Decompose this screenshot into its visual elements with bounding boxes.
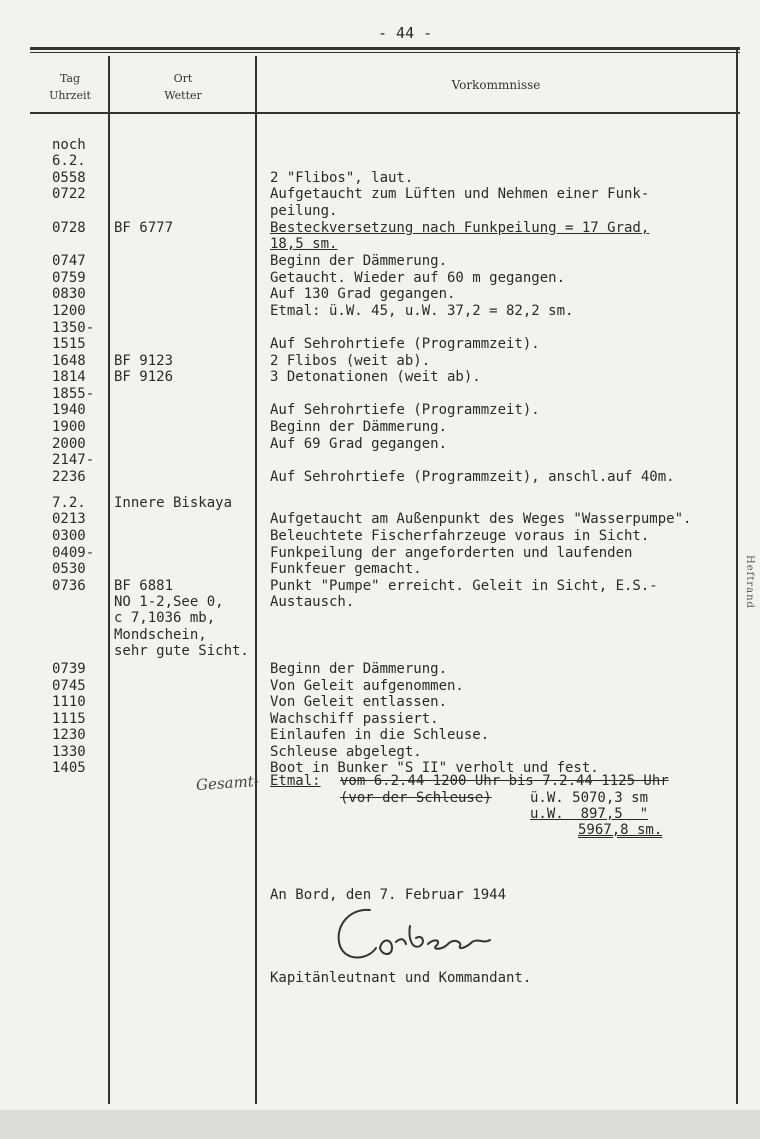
entry-place: BF 6881 <box>114 578 174 594</box>
summary-total: 5967,8 sm. <box>578 822 663 838</box>
entry-text: Von Geleit entlassen. <box>270 694 448 710</box>
entry-time: 1515 <box>52 336 86 352</box>
entry-time: 0747 <box>52 253 86 269</box>
summary-struck-note: (vor der Schleuse) <box>340 790 492 806</box>
entry-text: Austausch. <box>270 594 355 610</box>
entry-time: 0213 <box>52 511 86 527</box>
header-vorkommnisse: Vorkommnisse <box>451 78 541 92</box>
header-bottom-rule <box>30 112 740 114</box>
entry-place: NO 1-2,See 0, <box>114 594 224 610</box>
entry-time: 6.2. <box>52 153 86 169</box>
header-wetter: Wetter <box>164 89 202 102</box>
column-divider-2 <box>255 56 257 1104</box>
signoff-place-date: An Bord, den 7. Februar 1944 <box>270 887 507 903</box>
entry-text: Besteckversetzung nach Funkpeilung = 17 Grad, <box>270 220 650 236</box>
entry-time: 1855- <box>52 386 95 402</box>
table-top-rule <box>30 47 740 50</box>
entry-place: BF 9126 <box>114 369 174 385</box>
entry-text: Wachschiff passiert. <box>270 711 439 727</box>
entry-time: 1115 <box>52 711 86 727</box>
column-divider-1 <box>108 56 110 1104</box>
summary-submerged: u.W. 897,5 " <box>530 806 649 822</box>
entry-time: 1110 <box>52 694 86 710</box>
entry-text: Von Geleit aufgenommen. <box>270 678 464 694</box>
entry-text: Funkpeilung der angeforderten und laufenden <box>270 545 633 561</box>
entry-text: 2 Flibos (weit ab). <box>270 353 431 369</box>
entry-text: Auf Sehrohrtiefe (Programmzeit), anschl.auf 40m. <box>270 469 675 485</box>
entry-time: 0409- <box>52 545 95 561</box>
entry-text: Aufgetaucht am Außenpunkt des Weges "Wasserpumpe". <box>270 511 692 527</box>
entry-time: 1350- <box>52 320 95 336</box>
header-uhrzeit: Uhrzeit <box>49 89 91 102</box>
entry-text: Beginn der Dämmerung. <box>270 661 448 677</box>
entry-text: Auf 130 Grad gegangen. <box>270 286 456 302</box>
entry-text: Boot in Bunker "S II" verholt und fest. <box>270 760 599 776</box>
entry-place: Innere Biskaya <box>114 495 233 511</box>
entry-text: peilung. <box>270 203 338 219</box>
entry-time: 0759 <box>52 270 86 286</box>
summary-surface: ü.W. 5070,3 sm <box>530 790 649 806</box>
entry-text: Auf Sehrohrtiefe (Programmzeit). <box>270 402 540 418</box>
page-bottom-edge <box>0 1110 760 1139</box>
entry-time: 1230 <box>52 727 86 743</box>
entry-time: 0722 <box>52 186 86 202</box>
entry-time: 1814 <box>52 369 86 385</box>
entry-text: Beginn der Dämmerung. <box>270 419 448 435</box>
table-top-rule-2 <box>30 52 740 53</box>
entry-time: 0745 <box>52 678 86 694</box>
entry-place: sehr gute Sicht. <box>114 643 249 659</box>
header-tag-uhrzeit <box>34 70 106 104</box>
entry-text: Beginn der Dämmerung. <box>270 253 448 269</box>
entry-place: BF 6777 <box>114 220 174 236</box>
entry-place: BF 9123 <box>114 353 174 369</box>
entry-text: Auf Sehrohrtiefe (Programmzeit). <box>270 336 540 352</box>
entry-time: 1900 <box>52 419 86 435</box>
entry-time: 1940 <box>52 402 86 418</box>
entry-text: Beleuchtete Fischerfahrzeuge voraus in Sicht. <box>270 528 650 544</box>
entry-text: Funkfeuer gemacht. <box>270 561 422 577</box>
entry-text: 18,5 sm. <box>270 236 338 252</box>
entry-text: Auf 69 Grad gegangen. <box>270 436 448 452</box>
entry-time: 0736 <box>52 578 86 594</box>
entry-text: Punkt "Pumpe" erreicht. Geleit in Sicht, E.S.- <box>270 578 658 594</box>
entry-place: Mondschein, <box>114 627 207 643</box>
margin-note-heftrand: Heftrand <box>744 555 755 609</box>
entry-text: Schleuse abgelegt. <box>270 744 422 760</box>
page-number: - 44 - <box>378 24 433 42</box>
entry-time: 2236 <box>52 469 86 485</box>
entry-text: 2 "Flibos", laut. <box>270 170 414 186</box>
entry-place: c 7,1036 mb, <box>114 610 216 626</box>
entry-time: 2147- <box>52 452 95 468</box>
entry-time: 0300 <box>52 528 86 544</box>
summary-label: Etmal: <box>270 773 321 789</box>
entry-text: Einlaufen in die Schleuse. <box>270 727 490 743</box>
handwritten-gesamt: Gesamt- <box>195 771 260 795</box>
entry-time: 0558 <box>52 170 86 186</box>
entry-time: 2000 <box>52 436 86 452</box>
entry-time: 0728 <box>52 220 86 236</box>
table-right-border <box>736 50 738 1104</box>
entry-time: 0830 <box>52 286 86 302</box>
entry-time: 1200 <box>52 303 86 319</box>
handwritten-signature <box>330 898 510 968</box>
header-tag: Tag <box>59 72 81 85</box>
entry-time: 1405 <box>52 760 86 776</box>
header-ort: Ort <box>173 72 193 85</box>
entry-time: 0530 <box>52 561 86 577</box>
entry-text: 3 Detonationen (weit ab). <box>270 369 481 385</box>
entry-time: 0739 <box>52 661 86 677</box>
entry-text: Aufgetaucht zum Lüften und Nehmen einer Funk- <box>270 186 650 202</box>
entry-time: 1330 <box>52 744 86 760</box>
entry-text: Getaucht. Wieder auf 60 m gegangen. <box>270 270 566 286</box>
summary-struck-range: vom 6.2.44 1200 Uhr bis 7.2.44 1125 Uhr <box>340 773 669 789</box>
header-ort-wetter <box>112 70 254 104</box>
signoff-title: Kapitänleutnant und Kommandant. <box>270 970 532 986</box>
entry-time: noch <box>52 137 86 153</box>
entry-time: 1648 <box>52 353 86 369</box>
entry-time: 7.2. <box>52 495 86 511</box>
entry-text: Etmal: ü.W. 45, u.W. 37,2 = 82,2 sm. <box>270 303 574 319</box>
